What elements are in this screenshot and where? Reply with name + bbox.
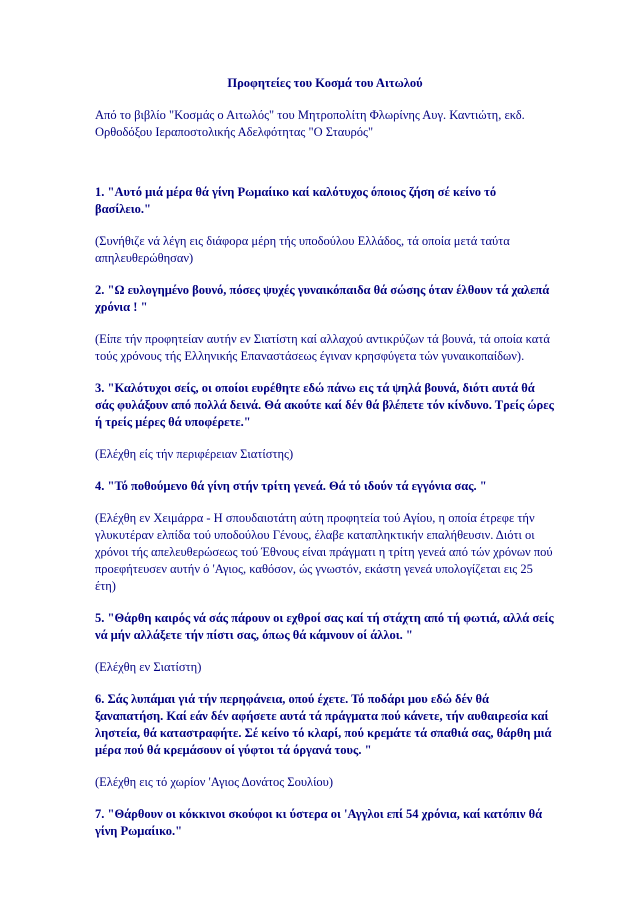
prophecy-note: (Συνήθιζε νά λέγη εις διάφορα μέρη τής υποδούλου Ελλάδος, τά οποία μετά ταύτα απηλευθερώθησαν) xyxy=(95,234,510,265)
prophecy-item-3 xyxy=(95,380,555,463)
prophecy-quote: 3. "Καλότυχοι σείς, οι οποίοι ευρέθητε εδώ πάνω εις τά ψηλά βουνά, διότι αυτά θά σάς φυλάξουν από πολλά δεινά. Θά ακούτε καί δέν θά βλέπετε τόν κίνδυνο. Τρείς ώρες ή τρείς μέρες θά υποφέρετε." xyxy=(95,381,554,429)
prophecy-quote: 6. Σάς λυπάμαι γιά τήν περηφάνεια, οπού έχετε. Τό ποδάρι μου εδώ δέν θά ξαναπατήση. Καί εάν δέν αφήσετε αυτά τά πράγματα πού κάνετε, τήν αυθαιρεσία καί ληστεία, θά καταστραφήτε. Σέ κείνο τό κλαρί, πού κρεμάτε τά σπαθιά σας, θάρθη μιά μέρα πού θά κρεμάσουν οί γύφτοι τά όργανά τους. " xyxy=(95,692,552,757)
prophecy-quote: 2. "Ω ευλογημένο βουνό, πόσες ψυχές γυναικόπαιδα θά σώσης όταν έλθουν τά χαλεπά χρόνια ! " xyxy=(95,283,550,314)
document-title: Προφητείες του Κοσμά του Αιτωλού xyxy=(227,76,423,90)
prophecy-item-1 xyxy=(95,184,555,267)
prophecy-quote: 5. "Θάρθη καιρός νά σάς πάρουν οι εχθροί σας καί τή στάχτη από τή φωτιά, αλλά σείς νά μήν αλλάξετε τήν πίστι σας, όπως θά κάμνουν οί άλλοι. " xyxy=(95,611,554,642)
prophecy-item-2 xyxy=(95,282,555,365)
prophecy-item-6 xyxy=(95,691,555,791)
prophecy-note: (Ελέχθη εν Χειμάρρα - Η σπουδαιοτάτη αύτη προφητεία τού Αγίου, η οποία έτρεφε τήν γλυκυτέραν ελπίδα τού υποδούλου Γένους, έλαβε καταπληκτικήν επαλήθευσιν. Διότι οι χρόνοι τής απελευθερώσεως τού Έθνους είναι πράγματι η τρίτη γενεά από τών χρόνων πού προεφήτευσεν αυτήν ό 'Αγιος, καθόσον, ώς γνωστόν, εκάστη γενεά υπολογίζεται εις 25 έτη) xyxy=(95,511,553,593)
prophecy-item-7 xyxy=(95,806,555,840)
prophecy-note: (Ελέχθη εις τό χωρίον 'Αγιος Δονάτος Σουλίου) xyxy=(95,775,334,789)
intro-paragraph: Από το βιβλίο "Κοσμάς ο Αιτωλός" του Μητροπολίτη Φλωρίνης Αυγ. Καντιώτη, εκδ. Ορθοδόξου Ιεραποστολικής Αδελφότητας "Ο Σταυρός" xyxy=(95,108,525,139)
prophecy-quote: 4. "Τό ποθούμενο θά γίνη στήν τρίτη γενεά. Θά τό ιδούν τά εγγόνια σας. " xyxy=(95,479,487,493)
prophecy-quote: 7. "Θάρθουν οι κόκκινοι σκούφοι κι ύστερα οι 'Αγγλοι επί 54 χρόνια, καί κατόπιν θά γίνη Ρωμαίικο." xyxy=(95,807,543,838)
prophecy-note: (Ελέχθη είς τήν περιφέρειαν Σιατίστης) xyxy=(95,447,294,461)
prophecy-note: (Ελέχθη εν Σιατίστη) xyxy=(95,660,202,674)
prophecy-note: (Είπε τήν προφητείαν αυτήν εν Σιατίστη καί αλλαχού αντικρύζων τά βουνά, τά οποία κατά τούς χρόνους τής Ελληνικής Επαναστάσεως έγιναν κρησφύγετα τών γυναικοπαίδων). xyxy=(95,332,550,363)
prophecy-item-4 xyxy=(95,478,555,595)
prophecy-item-5 xyxy=(95,610,555,676)
prophecy-quote: 1. "Αυτό μιά μέρα θά γίνη Ρωμαίικο καί καλότυχος όποιος ζήση σέ κείνο τό βασίλειο." xyxy=(95,185,497,216)
document-page xyxy=(95,76,555,855)
